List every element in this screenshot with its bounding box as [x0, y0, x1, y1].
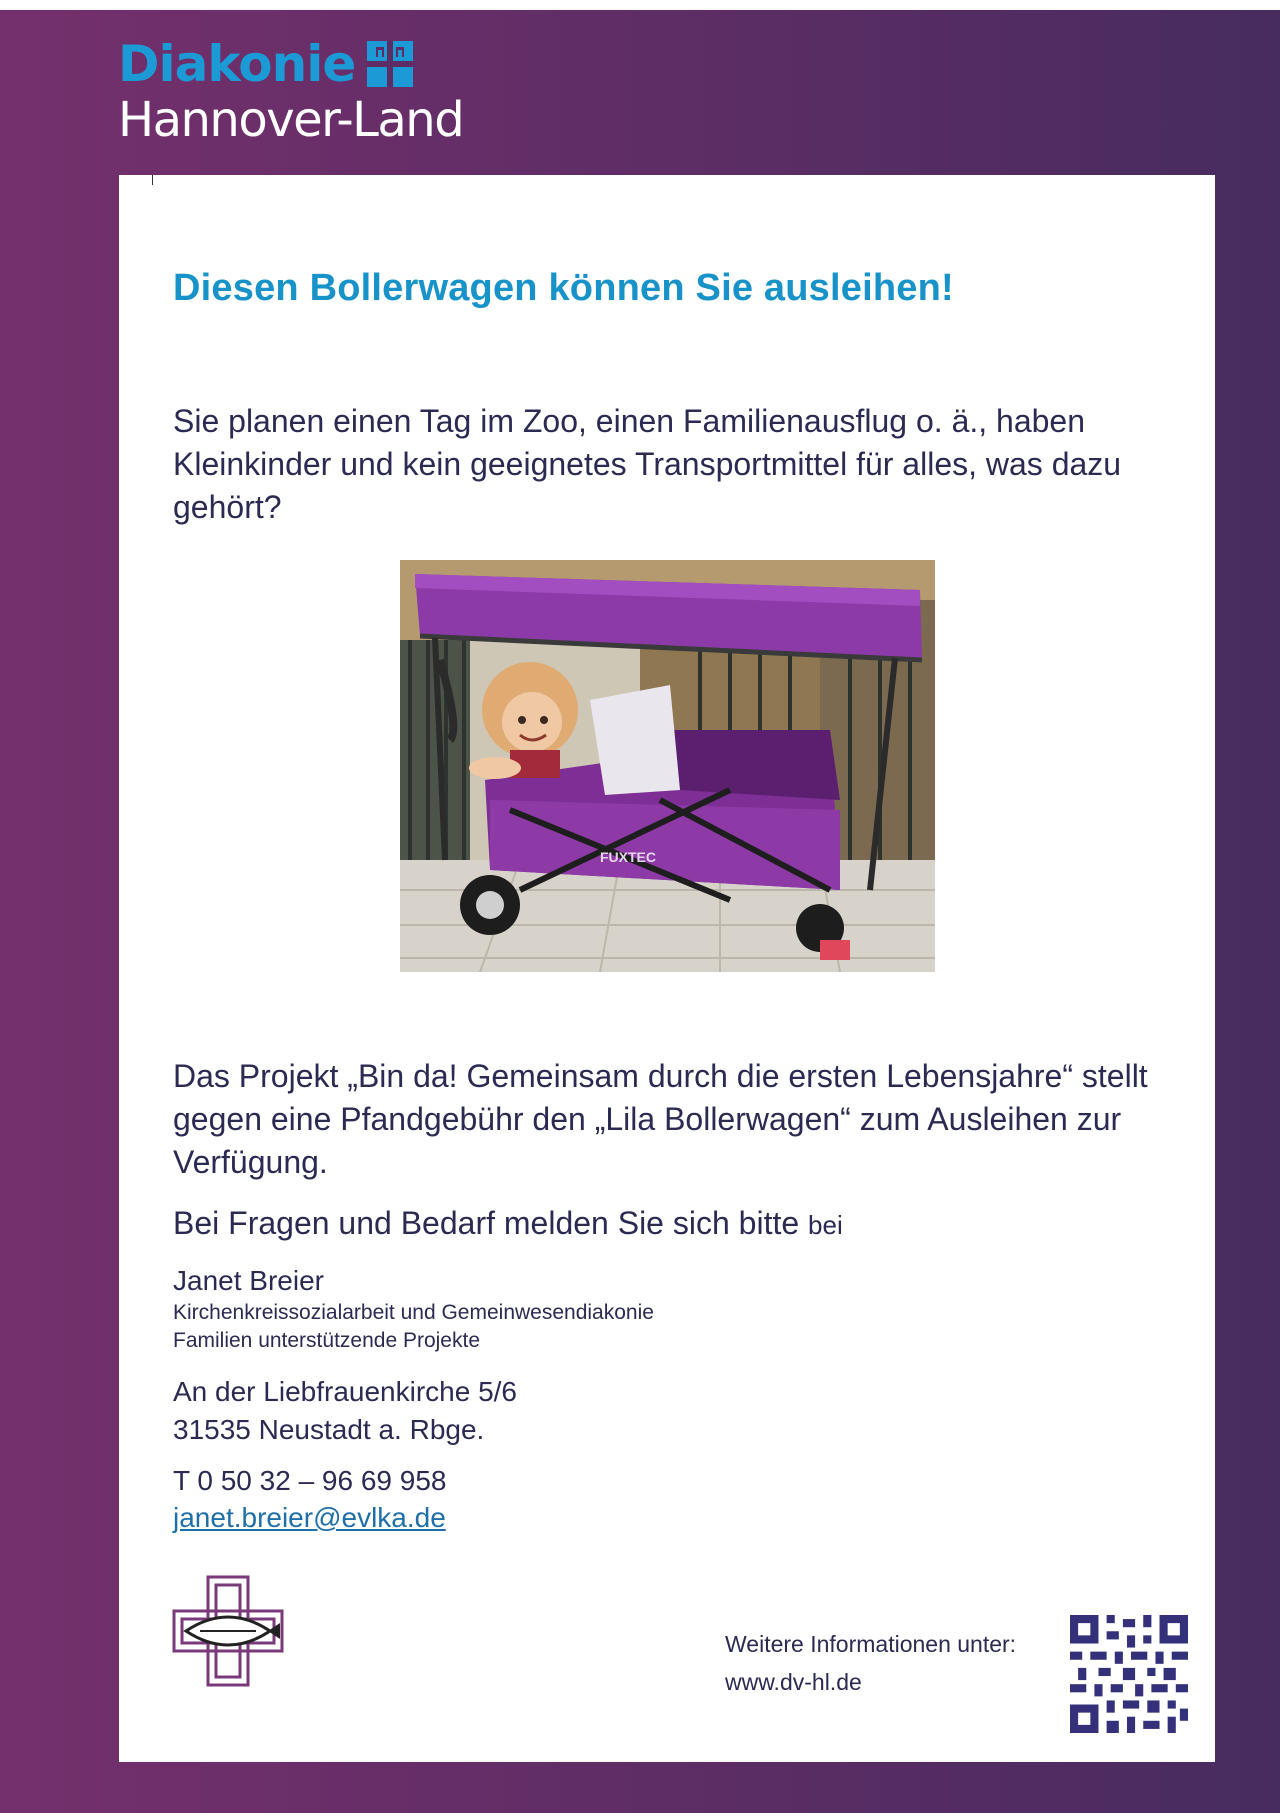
address-street: An der Liebfrauenkirche 5/6 [173, 1376, 517, 1407]
contact-prompt [173, 1202, 843, 1247]
intro-paragraph: Sie planen einen Tag im Zoo, einen Familienausflug o. ä., haben Kleinkinder und kein geeignetes Transportmittel für alles, was dazu gehört? [173, 403, 1122, 525]
contact-department: Kirchenkreissozialarbeit und Gemeinwesendiakonie [173, 1301, 654, 1324]
wagon-illustration [400, 560, 935, 972]
logo-region: Hannover-Land [118, 92, 464, 148]
flyer-card [119, 175, 1215, 1762]
contact-prompt-suffix: bei [808, 1210, 843, 1240]
logo-wordmark: Diakonie [118, 35, 356, 93]
contact-name: Janet Breier [173, 1265, 324, 1296]
address-city: 31535 Neustadt a. Rbge. [173, 1414, 485, 1445]
church-cross-fish-icon [172, 1575, 284, 1687]
top-strip [0, 0, 1280, 10]
more-info-label: Weitere Informationen unter: [725, 1631, 1017, 1657]
diakonie-cross-icon [367, 41, 413, 87]
wagon-brand-text: FUXTEC [600, 849, 656, 865]
bollerwagen-photo [400, 560, 935, 972]
contact-projects: Familien unterstützende Projekte [173, 1329, 480, 1352]
contact-email-link[interactable]: janet.breier@evlka.de [173, 1502, 446, 1533]
website-link[interactable]: www.dv-hl.de [725, 1669, 862, 1695]
crop-mark [152, 175, 153, 185]
more-info [725, 1625, 1016, 1701]
contact-phone: T 0 50 32 – 96 69 958 [173, 1465, 447, 1496]
contact-prompt-text: Bei Fragen und Bedarf melden Sie sich bitte [173, 1205, 800, 1241]
contact-address [173, 1373, 517, 1449]
headline: Diesen Bollerwagen können Sie ausleihen! [173, 267, 954, 309]
diakonie-logo [118, 35, 464, 148]
project-paragraph: Das Projekt „Bin da! Gemeinsam durch die ersten Lebensjahre“ stellt gegen eine Pfandgebühr den „Lila Bollerwagen“ zum Ausleihen zur Verfügung. [173, 1058, 1148, 1180]
qr-code[interactable] [1070, 1615, 1188, 1733]
